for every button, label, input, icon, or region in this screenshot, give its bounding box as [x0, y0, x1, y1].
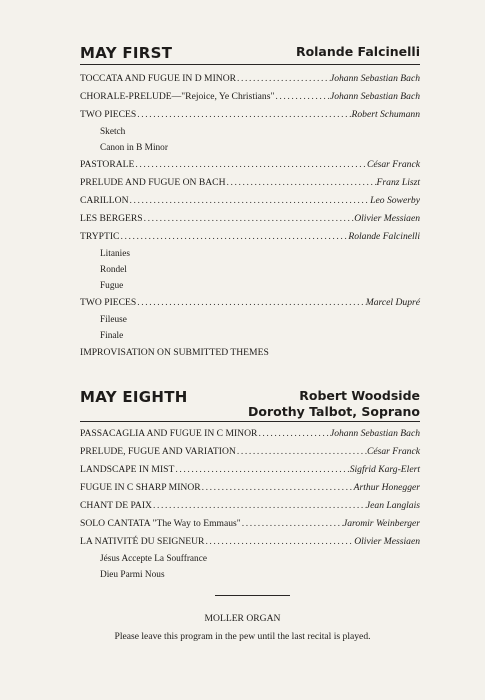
piece-title: LA NATIVITÉ DU SEIGNEUR	[80, 536, 205, 547]
dot-leader	[143, 210, 355, 228]
dot-leader	[204, 533, 354, 551]
program-entry	[80, 533, 420, 551]
dot-leader	[236, 70, 330, 88]
program-entry	[80, 294, 420, 312]
dot-leader	[201, 479, 354, 497]
piece-title: PASSACAGLIA AND FUGUE IN C MINOR	[80, 428, 258, 439]
composer-name: Arthur Honegger	[353, 482, 420, 493]
dot-leader	[226, 174, 377, 192]
composer-name: Marcel Dupré	[365, 297, 420, 308]
composer-name: Olivier Messiaen	[354, 213, 420, 224]
movement-title: Canon in B Minor	[100, 143, 168, 153]
dot-leader	[152, 497, 366, 515]
composer-name: Rolande Falcinelli	[348, 231, 420, 242]
recital-date: MAY EIGHTH	[80, 388, 188, 406]
dot-leader	[174, 461, 349, 479]
dot-leader	[129, 192, 371, 210]
composer-name: Johann Sebastian Bach	[329, 73, 420, 84]
dot-leader	[236, 443, 367, 461]
piece-title: TOCCATA AND FUGUE IN D MINOR	[80, 73, 237, 84]
movement-title: Litanies	[100, 249, 130, 259]
piece-title: TWO PIECES	[80, 109, 137, 120]
piece-title: FUGUE IN C SHARP MINOR	[80, 482, 201, 493]
piece-title: CHORALE-PRELUDE—"Rejoice, Ye Christians"	[80, 91, 275, 102]
movement-title: Jésus Accepte La Souffrance	[100, 554, 207, 564]
movement-title: Fileuse	[100, 315, 127, 325]
composer-name: Johann Sebastian Bach	[329, 91, 420, 102]
piece-title: IMPROVISATION ON SUBMITTED THEMES	[80, 347, 269, 358]
recital-date: MAY FIRST	[80, 44, 173, 62]
performers	[248, 388, 420, 420]
composer-name: Olivier Messiaen	[354, 536, 420, 547]
program-entry	[80, 443, 420, 461]
performer-name: Robert Woodside	[299, 388, 420, 403]
composer-name: César Franck	[366, 159, 420, 170]
dot-leader	[119, 228, 348, 246]
piece-title: LANDSCAPE IN MIST	[80, 464, 175, 475]
program-entry	[80, 210, 420, 228]
program-entry	[80, 344, 420, 362]
composer-name: Johann Sebastian Bach	[329, 428, 420, 439]
composer-name: César Franck	[366, 446, 420, 457]
composer-name: Jaromir Weinberger	[342, 518, 420, 529]
program-list	[80, 425, 420, 583]
composer-name: Jean Langlais	[365, 500, 420, 511]
composer-name: Franz Liszt	[376, 177, 420, 188]
performer-name: Rolande Falcinelli	[295, 44, 420, 59]
dot-leader	[136, 294, 366, 312]
movement-title: Fugue	[100, 281, 124, 291]
program-list	[80, 70, 420, 362]
piece-title: CHANT DE PAIX	[80, 500, 152, 511]
program-entry	[80, 106, 420, 124]
recital-header	[80, 44, 420, 62]
movement-title: Sketch	[100, 127, 126, 137]
program-entry	[80, 515, 420, 533]
piece-title: TRYPTIC	[80, 231, 120, 242]
program-entry	[80, 497, 420, 515]
header-rule	[80, 421, 420, 422]
composer-name: Leo Sowerby	[370, 195, 420, 206]
program-entry	[80, 70, 420, 88]
piece-title: PRELUDE, FUGUE AND VARIATION	[80, 446, 236, 457]
performer-name: Dorothy Talbot, Soprano	[248, 404, 420, 419]
recital-header	[80, 388, 420, 420]
program-entry	[80, 228, 420, 246]
dot-leader	[274, 88, 330, 106]
pew-note: Please leave this program in the pew until the last recital is played.	[114, 631, 371, 642]
movement-title: Rondel	[100, 265, 127, 275]
piece-title: CARILLON	[80, 195, 129, 206]
piece-title: PASTORALE	[80, 159, 135, 170]
performers	[296, 44, 420, 60]
footer-rule	[215, 595, 290, 596]
piece-title: PRELUDE AND FUGUE ON BACH	[80, 177, 226, 188]
program-entry	[80, 192, 420, 210]
program-entry	[80, 88, 420, 106]
program-entry	[80, 174, 420, 192]
program-entry	[80, 425, 420, 443]
dot-leader	[241, 515, 343, 533]
program-entry	[80, 461, 420, 479]
organ-name: MOLLER ORGAN	[204, 613, 281, 624]
composer-name: Robert Schumann	[351, 109, 420, 120]
dot-leader	[134, 156, 367, 174]
dot-leader	[257, 425, 330, 443]
movement-title: Dieu Parmi Nous	[100, 570, 165, 580]
piece-title: SOLO CANTATA "The Way to Emmaus"	[80, 518, 241, 529]
program-entry	[80, 156, 420, 174]
piece-title: TWO PIECES	[80, 297, 137, 308]
piece-title: LES BERGERS	[80, 213, 143, 224]
dot-leader	[136, 106, 351, 124]
header-rule	[80, 64, 420, 65]
composer-name: Sigfrid Karg-Elert	[349, 464, 420, 475]
program-entry	[80, 479, 420, 497]
movement-title: Finale	[100, 331, 124, 341]
